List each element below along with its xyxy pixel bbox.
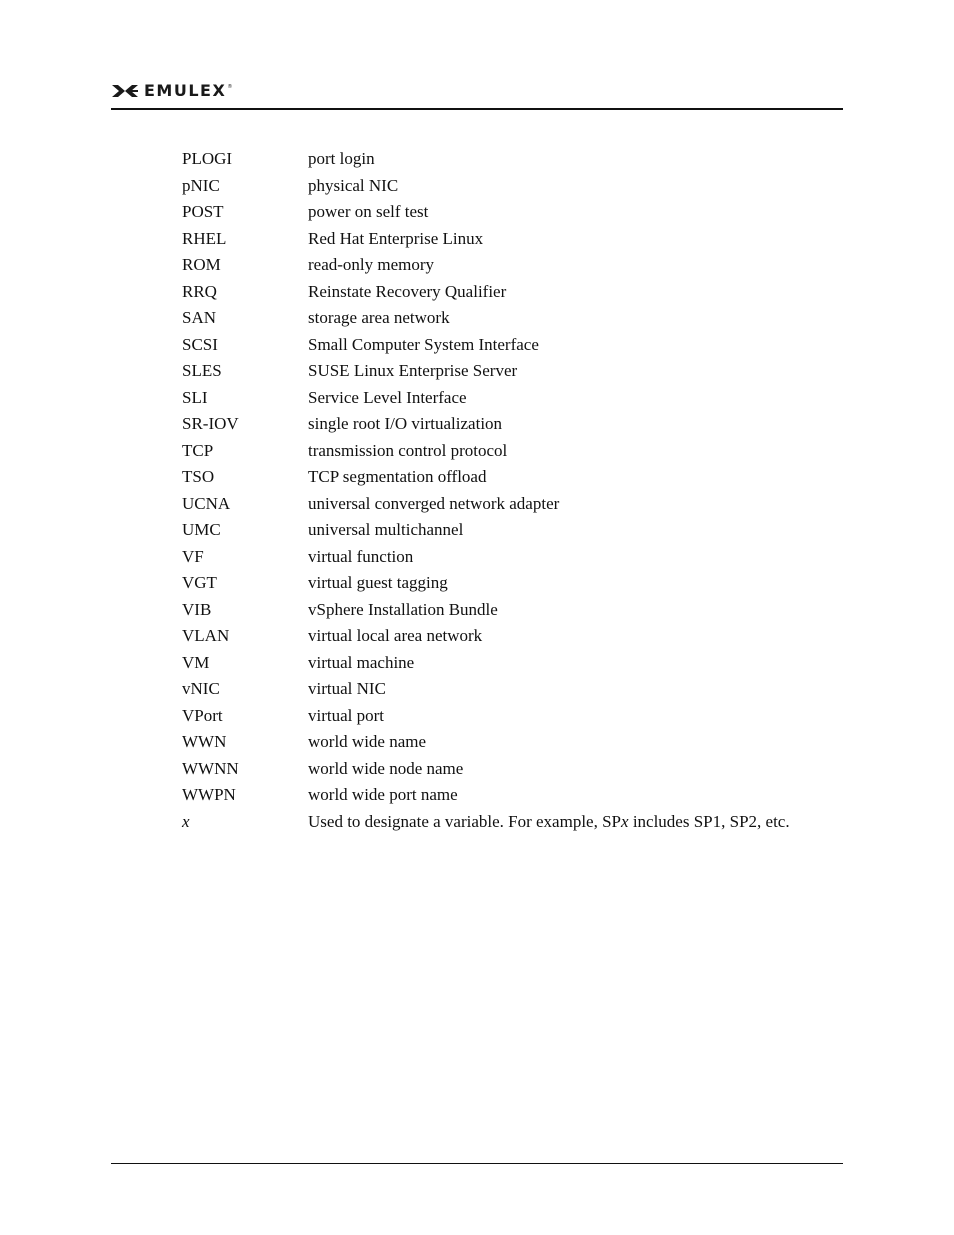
abbreviation: VM [182,652,210,672]
list-item [182,650,842,677]
abbreviation: VLAN [182,626,230,645]
abbreviation: ROM [182,255,221,274]
definition: read-only memory [308,255,435,274]
definition: world wide node name [308,758,464,778]
list-item [182,438,842,465]
list-item [182,623,842,650]
definition: vSphere Installation Bundle [308,599,498,619]
definition: port login [308,149,375,168]
list-item [182,597,842,624]
definition-suffix: includes SP1, SP2, etc. [628,811,790,831]
definition: virtual local area network [308,626,483,645]
list-item [182,756,842,783]
abbreviation: VGT [182,573,217,592]
list-item [182,199,842,226]
list-item [182,173,842,200]
list-item [182,676,842,703]
abbreviation: vNIC [182,679,220,698]
abbreviation: SCSI [182,334,218,354]
definition: storage area network [308,308,450,327]
definition: SUSE Linux Enterprise Server [308,361,518,380]
definition: physical NIC [308,175,399,195]
list-item [182,703,842,730]
abbreviation: RRQ [182,281,217,301]
abbreviation: WWNN [182,758,239,778]
list-item [182,544,842,571]
emulex-logo [111,81,232,101]
list-item [182,332,842,359]
abbreviation: SLES [182,361,222,380]
definition: universal multichannel [308,520,464,539]
definition-prefix: Used to designate a variable. For example, SP [308,811,622,831]
list-item [182,570,842,597]
list-item [182,305,842,332]
list-item [182,411,842,438]
definition-variable: x [621,811,629,831]
list-item [182,252,842,279]
abbreviation: SR-IOV [182,414,239,433]
abbreviation: UMC [182,520,221,539]
definition: world wide name [308,732,427,751]
abbreviation: VF [182,546,204,566]
definition: world wide port name [308,785,458,804]
abbreviation: TCP [182,440,214,460]
definition: power on self test [308,202,429,221]
list-item [182,358,842,385]
list-item [182,491,842,518]
definition: TCP segmentation offload [308,467,487,486]
list-item [182,279,842,306]
list-item [182,782,842,809]
logo-trademark: ® [227,84,233,90]
definition: single root I/O virtualization [308,414,503,433]
definition: Reinstate Recovery Qualifier [308,281,507,301]
definition [308,809,842,836]
header-divider [111,108,843,110]
abbreviation: SAN [182,308,217,327]
definition: virtual machine [308,652,415,672]
definition: virtual function [308,546,414,566]
abbreviation: TSO [182,467,215,486]
definition: Service Level Interface [308,387,467,407]
list-item [182,385,842,412]
footer-divider [111,1163,843,1164]
abbreviation-list [182,146,842,835]
abbreviation: SLI [182,387,208,407]
abbreviation: VPort [182,705,223,725]
definition: virtual port [308,705,385,725]
abbreviation: WWN [182,732,227,751]
abbreviation: WWPN [182,785,236,804]
abbreviation: pNIC [182,175,220,195]
page-header [111,78,843,108]
list-item [182,517,842,544]
definition: virtual guest tagging [308,573,448,592]
list-item [182,464,842,491]
list-item [182,729,842,756]
definition: virtual NIC [308,679,386,698]
abbreviation: PLOGI [182,149,233,168]
abbreviation: RHEL [182,228,227,248]
list-item [182,146,842,173]
list-item-variable [182,809,842,836]
logo-wordmark: EMULEX [144,81,227,100]
definition: Small Computer System Interface [308,334,539,354]
abbreviation: x [182,811,190,831]
definition: transmission control protocol [308,440,508,460]
definition: Red Hat Enterprise Linux [308,228,484,248]
emulex-logo-icon [111,83,139,99]
abbreviation: VIB [182,599,212,619]
abbreviation: UCNA [182,493,231,513]
abbreviation: POST [182,202,224,221]
list-item [182,226,842,253]
definition: universal converged network adapter [308,493,560,513]
